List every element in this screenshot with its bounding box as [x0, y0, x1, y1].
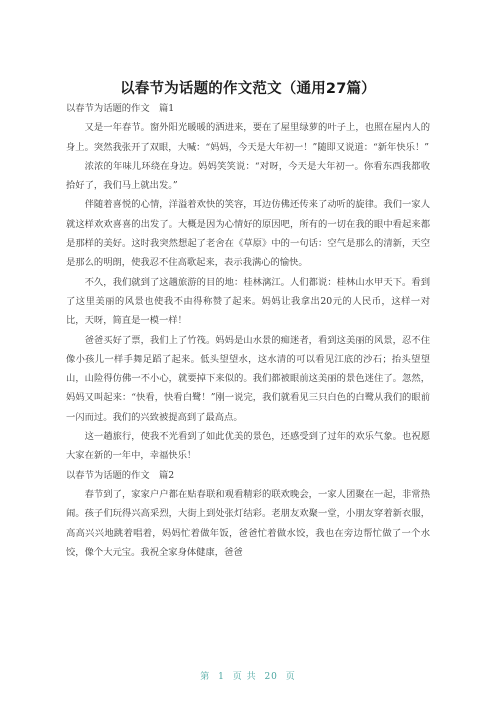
total-page-count: 20	[264, 672, 278, 682]
paragraph: 这一趟旅行，使我不光看到了如此优美的景色，还感受到了过年的欢乐气象。也祝愿大家在新的一年中，幸福快乐！	[66, 431, 430, 462]
footer-prefix: 第	[200, 672, 211, 682]
paragraph: 伴随着喜悦的心情，洋溢着欢快的笑容，耳边仿佛还传来了动听的旋律。我们一家人就这样欢欢喜喜的出发了。大概是因为心情好的原因吧，所有的一切在我的眼中看起来都是那样的美好。这时我突然想起了老舍在《草原》中的一句话：空气是那么的清新，天空是那么的明朗，使我忍不住高歌起来，表示我满心的愉快。	[66, 199, 430, 269]
paragraph: 不久，我们就到了这趟旅游的目的地：桂林漓江。人们都说：桂林山水甲天下。看到了这里美丽的风景也使我不由得称赞了起来。妈妈让我拿出20元的人民币，这样一对比，天呀，简直是一模一样！	[66, 276, 430, 327]
document-title: 以春节为话题的作文范文（通用27篇）	[120, 81, 376, 97]
page-footer	[0, 669, 496, 682]
paragraph: 又是一年春节。窗外阳光暖暖的洒进来，要在了屋里绿萝的叶子上，也照在屋内人的身上。突然我张开了双眼，大喊：“妈妈，今天是大年初一！”随即又说道：“新年快乐！”	[66, 122, 430, 153]
paragraph: 浓浓的年味儿环绕在身边。妈妈笑笑说：“对呀，今天是大年初一。你看东西我都收拾好了，我们马上就出发。”	[66, 160, 430, 192]
footer-middle: 页 共	[232, 672, 257, 682]
section-heading: 以春节为话题的作文 篇1	[66, 103, 175, 114]
document-body	[66, 99, 430, 562]
footer-suffix: 页	[285, 672, 296, 682]
current-page-number: 1	[218, 672, 225, 682]
paragraph: 爸爸买好了票，我们上了竹筏。妈妈是山水景的痴迷者，看到这美丽的风景，忍不住像小孩儿一样手舞足蹈了起来。低头望望水，这水清的可以看见江底的沙石；抬头望望山，山险得仿佛一不小心，就要掉下来似的。我们都被眼前这美丽的景色迷住了。忽然，妈妈又叫起来：“快看，快看白鹭！”刚一说完，我们就看见三只白色的白鹭从我们的眼前一闪而过。我们的兴致被提高到了最高点。	[66, 334, 430, 423]
paragraph: 春节到了，家家户户都在贴春联和观看精彩的联欢晚会，一家人团聚在一起，非常热闹。孩子们玩得兴高采烈，大街上到处张灯结彩。老朋友欢聚一堂，小朋友穿着新衣服，高高兴兴地跳着唱着，妈妈忙着做年饭，爸爸忙着做水饺，我也在旁边帮忙做了一个水饺，像个大元宝。我祝全家身体健康，爸爸	[66, 488, 430, 558]
section-heading: 以春节为话题的作文 篇2	[66, 469, 175, 481]
